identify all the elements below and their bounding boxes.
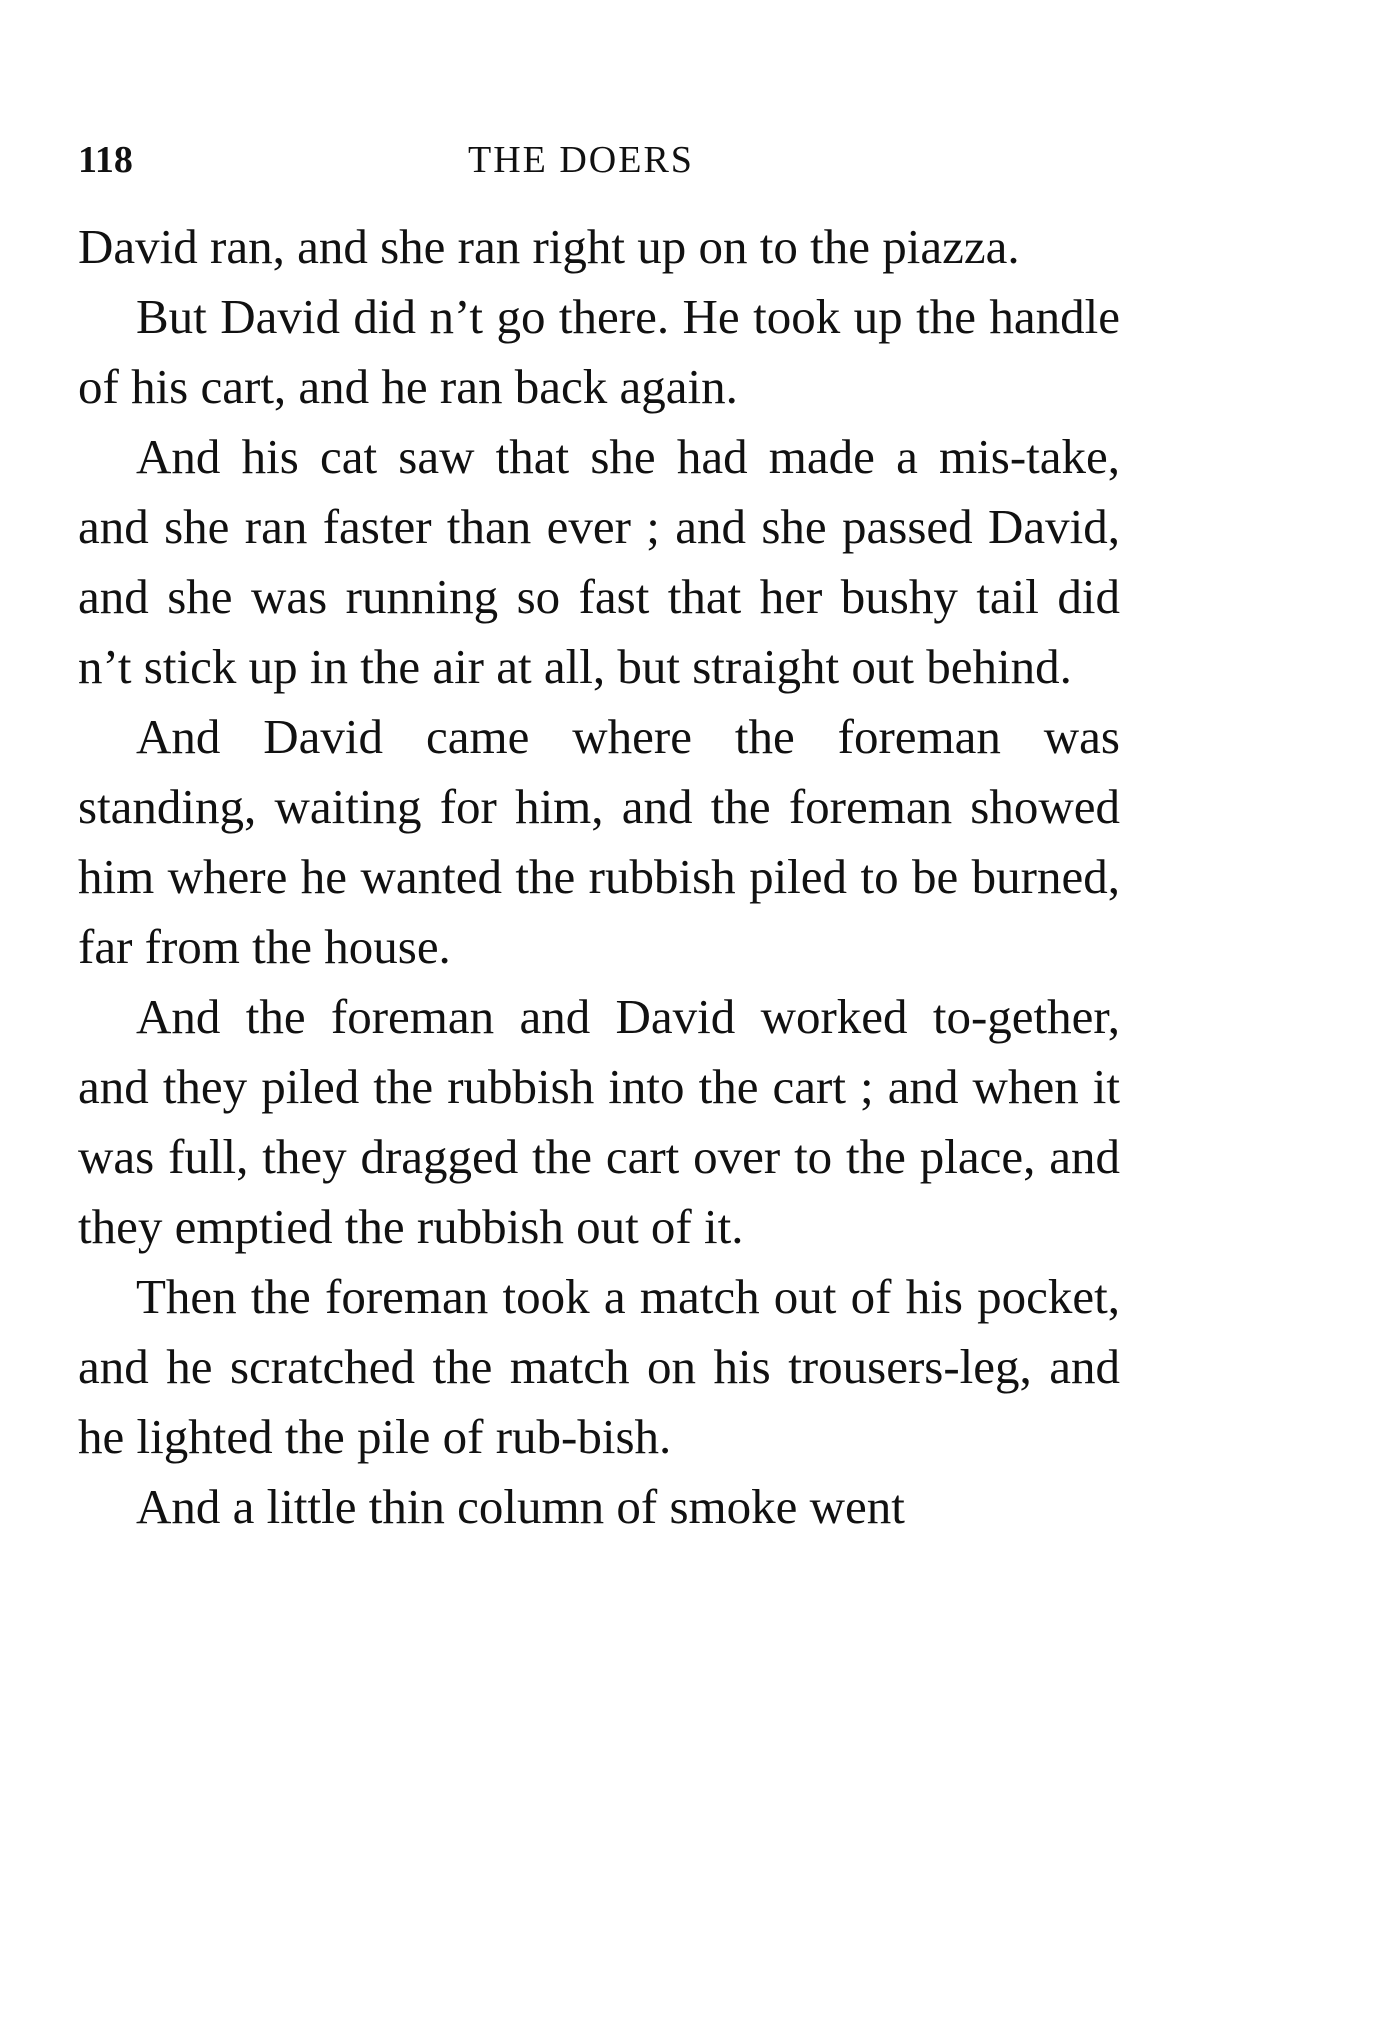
paragraph: But David did n’t go there. He took up the handle of his cart, and he ran back again. (78, 289, 1120, 414)
page-number: 118 (78, 139, 133, 181)
body-text (78, 212, 1120, 1542)
paragraph: And his cat saw that she had made a mis-take, and she ran faster than ever ; and she passed David, and she was running so fast that her bushy tail did n’t stick up in the air at all, but straight out behind. (78, 429, 1120, 694)
paragraph: And a little thin column of smoke went (136, 1479, 905, 1534)
paragraph: And David came where the foreman was standing, waiting for him, and the foreman showed him where he wanted the rubbish piled to be burned, far from the house. (78, 709, 1120, 974)
paragraph: David ran, and she ran right up on to the piazza. (78, 219, 1020, 274)
running-title: THE DOERS (468, 139, 694, 181)
paragraph: Then the foreman took a match out of his pocket, and he scratched the match on his trousers-leg, and he lighted the pile of rub-bish. (78, 1269, 1120, 1464)
paragraph: And the foreman and David worked to-gether, and they piled the rubbish into the cart ; and when it was full, they dragged the cart over to the place, and they emptied the rubbish out of it. (78, 989, 1120, 1254)
running-head (78, 135, 1118, 185)
